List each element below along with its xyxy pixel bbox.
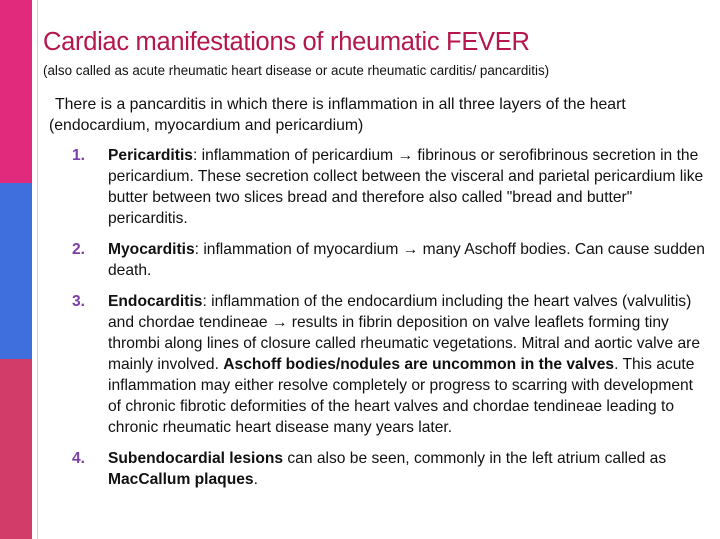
bold-term: Myocarditis [108,241,195,258]
text-segment: : inflammation of myocardium → many Aschoff bodies. Can cause sudden death. [108,241,705,279]
text-segment: : inflammation of the endocardium including the heart valves (valvulitis) and chordae tendineae → results in fibrin deposition on valve leaflets forming tiny thrombi along lines of closure called rheumatic vegetations. Mitral and aortic valve are mainly involved. [108,293,700,373]
accent-bar-middle [0,183,32,359]
list-item [72,145,707,229]
accent-bar-top [0,0,32,183]
intro-paragraph: There is a pancarditis in which there is inflammation in all three layers of the heart (endocardium, myocardium and pericardium) [49,96,626,134]
text-segment: . This acute inflammation may either resolve completely or progress to scarring with development of chronic fibrotic deformities of the heart valves and chordae tendineae leading to chronic rheumatic heart disease many years later. [108,356,695,436]
slide-subtitle: (also called as acute rheumatic heart disease or acute rheumatic carditis/ pancarditis) [43,63,550,78]
list-item [72,239,707,281]
list-item [72,448,707,490]
bold-term: Pericarditis [108,147,193,164]
list-item-text [108,239,707,281]
list-item-text [108,448,707,490]
bold-term: Aschoff bodies/nodules are uncommon in the valves [223,356,615,373]
list-item-number: 4. [72,450,86,467]
list-item-number: 3. [72,293,86,310]
left-accent-bar [0,0,32,539]
accent-divider-line [37,0,38,539]
text-segment: : inflammation of pericardium → fibrinous or serofibrinous secretion in the pericardium. These secretion collect between the visceral and parietal pericardium like butter between two slices bread and therefore also called "bread and butter" pericarditis. [108,147,704,227]
list-item [72,291,707,438]
slide-title: Cardiac manifestations of rheumatic FEVER [43,28,530,56]
text-segment: . [253,471,258,488]
list-item-number: 2. [72,241,86,258]
list-item-text [108,145,707,229]
list-item-number: 1. [72,147,86,164]
bold-term: Subendocardial lesions [108,450,284,467]
bold-term: Endocarditis [108,293,203,310]
bold-term: MacCallum plaques [108,471,254,488]
list-item-text [108,291,707,438]
text-segment: can also be seen, commonly in the left atrium called as [283,450,667,467]
accent-bar-bottom [0,359,32,539]
manifestation-list [72,145,707,500]
